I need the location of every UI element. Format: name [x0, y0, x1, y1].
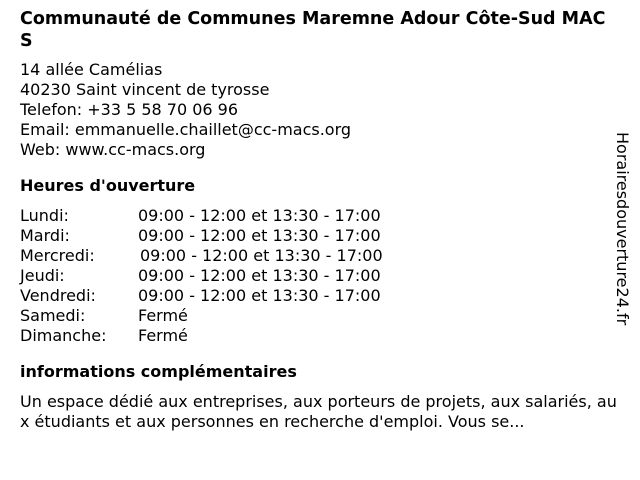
- additional-info-text: Un espace dédié aux entreprises, aux porteurs de projets, aux salariés, aux étudiants et aux personnes en recherche d'emploi. Vous se...: [20, 392, 617, 431]
- hours-row-saturday: [20, 306, 616, 326]
- day-label: Mardi:: [20, 226, 70, 245]
- time-value: Fermé: [138, 326, 188, 345]
- time-value: Fermé: [138, 306, 188, 325]
- hours-row-sunday: [20, 326, 616, 346]
- day-label: Dimanche:: [20, 326, 107, 345]
- email-line[interactable]: Email: emmanuelle.chaillet@cc-macs.org: [20, 120, 352, 139]
- time-value: 09:00 - 12:00 et 13:30 - 17:00: [138, 266, 381, 285]
- hours-row-thursday: [20, 266, 616, 286]
- opening-hours-heading: Heures d'ouverture: [20, 176, 196, 195]
- hours-row-wednesday: [20, 246, 616, 266]
- address-street: 14 allée Camélias: [20, 60, 163, 79]
- address-city: 40230 Saint vincent de tyrosse: [20, 80, 270, 99]
- day-label: Lundi:: [20, 206, 69, 225]
- hours-row-tuesday: [20, 226, 616, 246]
- time-value: 09:00 - 12:00 et 13:30 - 17:00: [138, 226, 381, 245]
- hours-row-friday: [20, 286, 616, 306]
- web-line[interactable]: Web: www.cc-macs.org: [20, 140, 206, 159]
- day-label: Jeudi:: [20, 266, 65, 285]
- day-label: Samedi:: [20, 306, 86, 325]
- hours-row-monday: [20, 206, 616, 226]
- contact-block: [20, 60, 616, 160]
- time-value: 09:00 - 12:00 et 13:30 - 17:00: [138, 206, 381, 225]
- time-value: 09:00 - 12:00 et 13:30 - 17:00: [140, 246, 383, 265]
- time-value: 09:00 - 12:00 et 13:30 - 17:00: [138, 286, 381, 305]
- business-name: Communauté de Communes Maremne Adour Côte-Sud MACS: [20, 9, 606, 51]
- opening-hours-table: [20, 206, 616, 346]
- site-watermark: Horairesdouverture24.fr: [613, 132, 632, 326]
- day-label: Mercredi:: [20, 246, 95, 265]
- additional-info-heading: informations complémentaires: [20, 362, 297, 381]
- day-label: Vendredi:: [20, 286, 96, 305]
- business-card: [20, 8, 616, 432]
- phone-line[interactable]: Telefon: +33 5 58 70 06 96: [20, 100, 239, 119]
